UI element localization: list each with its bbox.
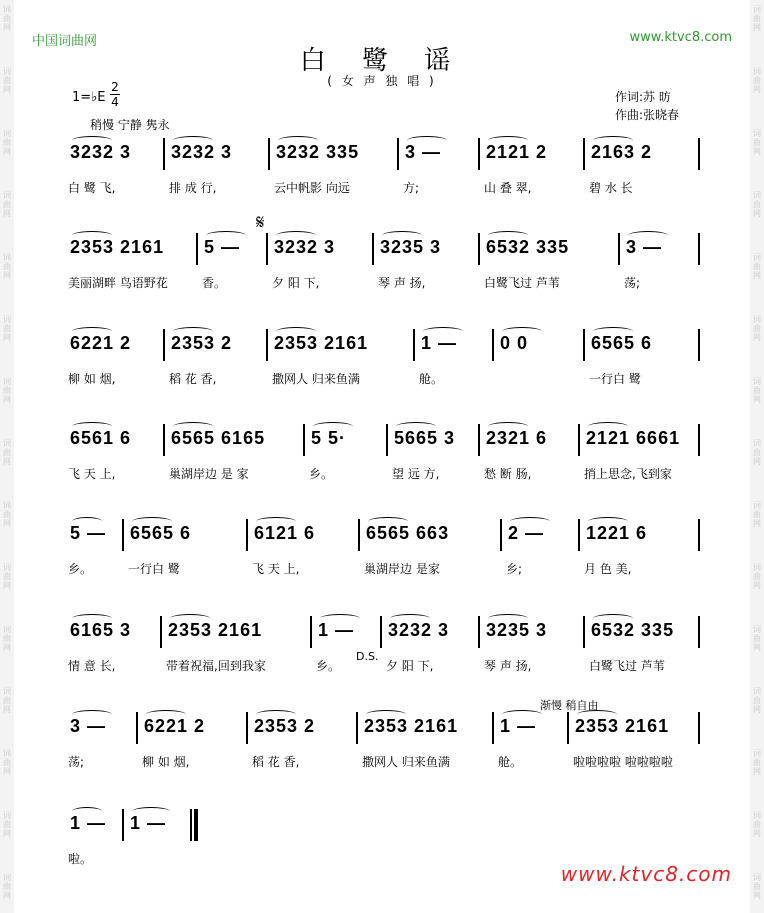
bar-line: [500, 519, 502, 551]
measure-notes: 1 —: [70, 813, 107, 833]
slur-arc: [276, 327, 316, 336]
bar-line: [266, 329, 268, 361]
bar-line: [190, 809, 192, 841]
measure-lyrics: 排 成 行,: [169, 181, 217, 195]
measure-lyrics: 夕 阳 下,: [386, 659, 434, 673]
slur-arc: [278, 136, 318, 145]
measure-notes: 6565 6: [591, 333, 653, 353]
measure-lyrics: 一行白 鹭: [589, 372, 641, 386]
watermark-text: 词 曲 网: [3, 315, 11, 342]
measure-lyrics: 巢湖岸边 是家: [364, 562, 440, 576]
measure-lyrics: 捎上思念,飞到家: [584, 467, 672, 481]
watermark-text: 词 曲 网: [753, 749, 761, 776]
measure-lyrics: 乡;: [506, 562, 523, 576]
slur-arc: [72, 422, 112, 431]
song-subtitle: ( 女 声 独 唱 ): [327, 74, 437, 88]
slur-arc: [382, 231, 422, 240]
bar-line: [160, 616, 162, 648]
measure-notes: 6221 2: [144, 716, 206, 736]
slur-arc: [256, 710, 296, 719]
watermark-text: 词 曲 网: [753, 67, 761, 94]
bar-line: [358, 519, 360, 551]
measure-lyrics: 飞 天 上,: [68, 467, 116, 481]
bar-line: [698, 329, 700, 361]
slur-arc: [588, 517, 628, 526]
watermark-text: 词 曲 网: [753, 625, 761, 652]
measure-notes: 2163 2: [591, 142, 653, 162]
measure-notes: 3235 3: [486, 620, 548, 640]
measure-notes: 6532 335: [486, 237, 570, 257]
measure-notes: 2353 2161: [168, 620, 263, 640]
bar-line: [380, 616, 382, 648]
bar-line: [567, 712, 569, 744]
slur-arc: [488, 231, 528, 240]
slur-arc: [390, 614, 430, 623]
slur-arc: [593, 327, 633, 336]
bar-line: [578, 519, 580, 551]
measure-notes: 3 —: [626, 237, 663, 257]
measure-lyrics: 撒网人 归来鱼满: [272, 372, 360, 386]
measure-lyrics: 碧 水 长: [589, 181, 633, 195]
slur-arc: [502, 710, 542, 719]
slur-arc: [628, 231, 668, 240]
measure-notes: 5 —: [204, 237, 241, 257]
watermark-text: 词 曲 网: [3, 377, 11, 404]
watermark-text: 词 曲 网: [753, 563, 761, 590]
watermark-text: 词 曲 网: [3, 687, 11, 714]
measure-lyrics: 稻 花 香,: [252, 755, 300, 769]
slur-arc: [368, 517, 408, 526]
slur-arc: [488, 422, 528, 431]
measure-notes: 1 —: [130, 813, 167, 833]
slur-arc: [72, 710, 112, 719]
key-value: ♭E: [91, 90, 106, 105]
measure-lyrics: 乡。: [68, 562, 93, 576]
measure-notes: 5665 3: [394, 428, 456, 448]
watermark-text: 词 曲 网: [3, 5, 11, 32]
time-signature: [110, 80, 120, 109]
slur-arc: [72, 614, 112, 623]
bar-line: [122, 519, 124, 551]
watermark-text: 词 曲 网: [3, 67, 11, 94]
measure-lyrics: 带着祝福,回到我家: [166, 659, 266, 673]
measure-lyrics: 荡;: [624, 276, 641, 290]
key-signature: [72, 90, 106, 105]
measure-notes: 6565 6: [130, 523, 192, 543]
watermark-text: 词 曲 网: [3, 253, 11, 280]
measure-lyrics: 乡。: [316, 659, 341, 673]
bar-line: [413, 329, 415, 361]
slur-arc: [170, 614, 210, 623]
bar-line: [578, 424, 580, 456]
bar-line: [492, 712, 494, 744]
bar-line: [478, 424, 480, 456]
measure-lyrics: 月 色 美,: [584, 562, 632, 576]
slur-arc: [313, 422, 353, 431]
bar-line: [163, 138, 165, 170]
measure-notes: 3 —: [405, 142, 442, 162]
final-bar-line: [194, 809, 198, 841]
slur-arc: [366, 710, 406, 719]
slur-arc: [132, 517, 172, 526]
segno-sign: 𝄋: [256, 210, 265, 234]
measure-notes: 6561 6: [70, 428, 132, 448]
measure-notes: 6565 6165: [171, 428, 266, 448]
slur-arc: [593, 136, 633, 145]
watermark-text: 词 曲 网: [753, 377, 761, 404]
slur-arc: [72, 136, 112, 145]
measure-notes: 1 —: [500, 716, 537, 736]
watermark-text: 词 曲 网: [753, 191, 761, 218]
measure-notes: 6532 335: [591, 620, 675, 640]
measure-notes: 2 —: [508, 523, 545, 543]
measure-notes: 2353 2161: [70, 237, 165, 257]
watermark-text: 词 曲 网: [3, 749, 11, 776]
bar-line: [136, 712, 138, 744]
slur-arc: [72, 807, 102, 816]
measure-notes: 3232 3: [274, 237, 336, 257]
measure-notes: 2121 2: [486, 142, 548, 162]
slur-arc: [488, 136, 528, 145]
measure-lyrics: 舱。: [498, 755, 523, 769]
watermark-text: 词 曲 网: [3, 501, 11, 528]
measure-notes: 2353 2161: [274, 333, 369, 353]
measure-notes: 3232 3: [388, 620, 450, 640]
measure-lyrics: 巢湖岸边 是 家: [169, 467, 249, 481]
measure-lyrics: 琴 声 扬,: [484, 659, 532, 673]
watermark-text: 词 曲 网: [3, 625, 11, 652]
measure-lyrics: 荡;: [68, 755, 85, 769]
measure-notes: 2353 2: [171, 333, 233, 353]
measure-notes: 2121 6661: [586, 428, 681, 448]
bar-line: [698, 519, 700, 551]
watermark-text: 词 曲 网: [753, 129, 761, 156]
bar-line: [698, 233, 700, 265]
measure-notes: 1221 6: [586, 523, 648, 543]
slur-arc: [72, 231, 112, 240]
measure-lyrics: 美丽湖畔 鸟语野花: [68, 276, 168, 290]
bar-line: [356, 712, 358, 744]
measure-lyrics: 夕 阳 下,: [272, 276, 320, 290]
slur-arc: [146, 710, 186, 719]
bar-line: [583, 138, 585, 170]
slur-arc: [72, 517, 102, 526]
measure-lyrics: 乡。: [309, 467, 334, 481]
measure-notes: 2353 2161: [575, 716, 670, 736]
song-title: 白 鹭 谣: [299, 46, 465, 76]
measure-notes: 2353 2: [254, 716, 316, 736]
measure-notes: 6165 3: [70, 620, 132, 640]
footer-url[interactable]: www.ktvc8.com: [560, 862, 732, 886]
bar-line: [698, 712, 700, 744]
watermark-text: 词 曲 网: [753, 811, 761, 838]
measure-notes: 5 5·: [311, 428, 347, 448]
slur-arc: [396, 422, 436, 431]
watermark-text: 词 曲 网: [753, 5, 761, 32]
bar-line: [163, 424, 165, 456]
composer-credit: 作曲:张晓春: [615, 108, 680, 122]
slur-arc: [173, 327, 213, 336]
bar-line: [246, 519, 248, 551]
slur-arc: [510, 517, 550, 526]
watermark-text: 词 曲 网: [753, 501, 761, 528]
watermark-text: 词 曲 网: [753, 873, 761, 900]
slur-arc: [173, 136, 213, 145]
measure-lyrics: 啦。: [68, 852, 93, 866]
lyricist-credit: 作词:苏 昉: [615, 90, 671, 104]
measure-lyrics: 白 鹭 飞,: [68, 181, 116, 195]
slur-arc: [256, 517, 296, 526]
bar-line: [196, 233, 198, 265]
bar-line: [698, 424, 700, 456]
measure-lyrics: 香。: [202, 276, 227, 290]
bar-line: [698, 138, 700, 170]
measure-notes: 2321 6: [486, 428, 548, 448]
watermark-text: 词 曲 网: [3, 563, 11, 590]
measure-lyrics: 柳 如 烟,: [68, 372, 116, 386]
slur-arc: [320, 614, 360, 623]
time-signature-bottom: 4: [111, 95, 119, 109]
measure-lyrics: 舱。: [419, 372, 444, 386]
bar-line: [310, 616, 312, 648]
key-label: 1=: [72, 90, 92, 105]
bar-line: [583, 616, 585, 648]
watermark-text: 词 曲 网: [753, 687, 761, 714]
slur-arc: [577, 710, 617, 719]
measure-lyrics: 愁 断 肠,: [484, 467, 532, 481]
bar-line: [698, 616, 700, 648]
measure-notes: 1 —: [421, 333, 458, 353]
measure-notes: 5 —: [70, 523, 107, 543]
bar-line: [478, 616, 480, 648]
slur-arc: [276, 231, 316, 240]
slur-arc: [173, 422, 213, 431]
measure-lyrics: 撒网人 归来鱼满: [362, 755, 450, 769]
ritardando-marking: 渐慢 稍自由: [540, 699, 599, 712]
bar-line: [492, 329, 494, 361]
slur-arc: [588, 422, 628, 431]
bar-line: [618, 233, 620, 265]
bar-line: [583, 329, 585, 361]
measure-notes: 2353 2161: [364, 716, 459, 736]
measure-lyrics: 琴 声 扬,: [378, 276, 426, 290]
measure-notes: 6121 6: [254, 523, 316, 543]
measure-lyrics: 啦啦啦啦 啦啦啦啦: [573, 755, 673, 769]
measure-notes: 3232 3: [70, 142, 132, 162]
tempo-marking: 稍慢 宁静 隽永: [90, 118, 170, 132]
measure-lyrics: 一行白 鹭: [128, 562, 180, 576]
bar-line: [386, 424, 388, 456]
bar-line: [303, 424, 305, 456]
bar-line: [122, 809, 124, 841]
measure-lyrics: 情 意 长,: [68, 659, 116, 673]
site-name-left[interactable]: 中国词曲网: [32, 34, 98, 49]
bar-line: [478, 233, 480, 265]
watermark-text: 词 曲 网: [3, 191, 11, 218]
measure-lyrics: 方;: [403, 181, 420, 195]
watermark-text: 词 曲 网: [3, 811, 11, 838]
slur-arc: [488, 614, 528, 623]
measure-notes: 3235 3: [380, 237, 442, 257]
watermark-text: 词 曲 网: [3, 439, 11, 466]
slur-arc: [72, 327, 112, 336]
time-signature-top: 2: [111, 80, 119, 94]
site-url-right[interactable]: www.ktvc8.com: [629, 30, 732, 45]
measure-notes: 6565 663: [366, 523, 450, 543]
measure-notes: 3232 335: [276, 142, 360, 162]
measure-lyrics: 飞 天 上,: [252, 562, 300, 576]
bar-line: [246, 712, 248, 744]
watermark-text: 词 曲 网: [753, 253, 761, 280]
bar-line: [372, 233, 374, 265]
slur-arc: [593, 614, 633, 623]
measure-lyrics: 柳 如 烟,: [142, 755, 190, 769]
measure-lyrics: 白鹭飞过 芦苇: [484, 276, 560, 290]
watermark-text: 词 曲 网: [753, 315, 761, 342]
slur-arc: [407, 136, 447, 145]
watermark-text: 词 曲 网: [3, 129, 11, 156]
measure-notes: 6221 2: [70, 333, 132, 353]
watermark-text: 词 曲 网: [3, 873, 11, 900]
bar-line: [266, 233, 268, 265]
ds-marking: D.S.: [356, 650, 379, 663]
measure-lyrics: 山 叠 翠,: [484, 181, 532, 195]
bar-line: [163, 329, 165, 361]
bar-line: [397, 138, 399, 170]
slur-arc: [423, 327, 463, 336]
bar-line: [478, 138, 480, 170]
measure-notes: 0 0: [500, 333, 529, 353]
slur-arc: [502, 327, 542, 336]
slur-arc: [206, 231, 246, 240]
measure-lyrics: 望 远 方,: [392, 467, 440, 481]
bar-line: [268, 138, 270, 170]
measure-notes: 3232 3: [171, 142, 233, 162]
measure-lyrics: 白鹭飞过 芦苇: [589, 659, 665, 673]
measure-lyrics: 稻 花 香,: [169, 372, 217, 386]
measure-notes: 1 —: [318, 620, 355, 640]
measure-notes: 3 —: [70, 716, 107, 736]
measure-lyrics: 云中帆影 向远: [274, 181, 350, 195]
watermark-text: 词 曲 网: [753, 439, 761, 466]
slur-arc: [132, 807, 170, 816]
